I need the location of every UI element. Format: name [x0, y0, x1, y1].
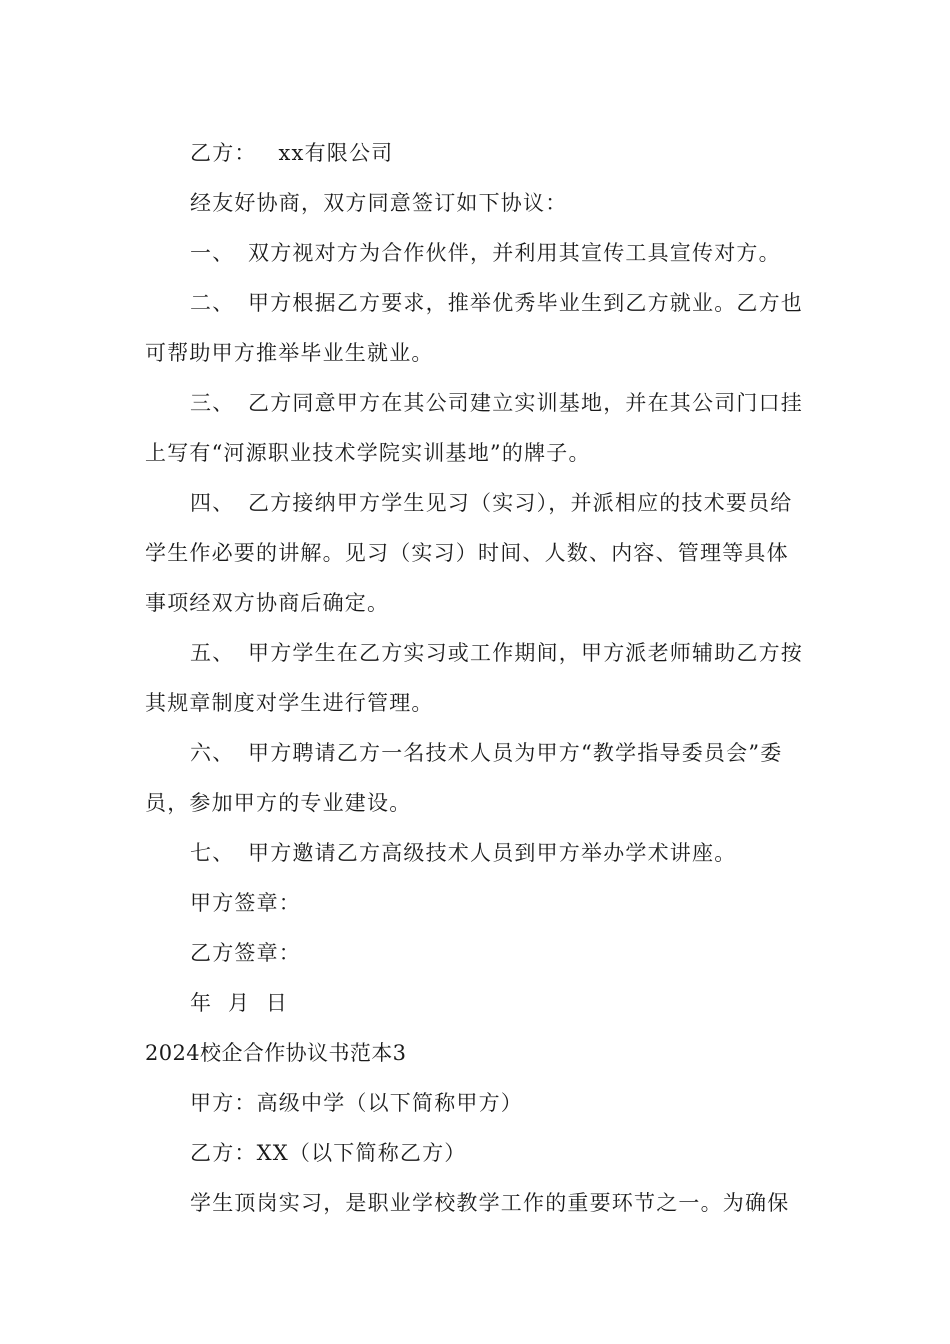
clause-1-line-1: [190, 239, 781, 267]
clause-7-line-1: [190, 839, 736, 867]
party-a-intro: 甲方：高级中学（以下简称甲方）: [190, 1091, 523, 1115]
clause-number: 六、: [190, 741, 235, 765]
signature-party-b: 乙方签章：: [190, 941, 301, 965]
clause-3-line-2: 上写有“河源职业技术学院实训基地”的牌子。: [145, 441, 591, 465]
clause-4-line-1: [190, 489, 793, 517]
clause-number: 五、: [190, 641, 235, 665]
clause-2-line-2: 可帮助甲方推举毕业生就业。: [145, 341, 434, 365]
party-b-company: xx有限公司: [278, 141, 394, 165]
clause-6-line-2: 员，参加甲方的专业建设。: [145, 791, 412, 815]
clause-text: 甲方根据乙方要求，推举优秀毕业生到乙方就业。乙方也: [248, 291, 803, 315]
signature-party-a: 甲方签章：: [190, 891, 301, 915]
clause-2-line-1: [190, 289, 803, 317]
party-b-label: 乙方：: [190, 141, 257, 165]
clause-text: 甲方聘请乙方一名技术人员为甲方“教学指导委员会”委: [248, 741, 783, 765]
party-b-intro: 乙方：XX（以下简称乙方）: [190, 1141, 467, 1165]
clause-number: 七、: [190, 841, 235, 865]
party-b-header: [190, 139, 393, 167]
clause-3-line-1: [190, 389, 803, 417]
clause-4-line-2: 学生作必要的讲解。见习（实习）时间、人数、内容、管理等具体: [145, 541, 789, 565]
clause-5-line-2: 其规章制度对学生进行管理。: [145, 691, 434, 715]
clause-text: 双方视对方为合作伙伴，并利用其宣传工具宣传对方。: [248, 241, 781, 265]
clause-text: 乙方接纳甲方学生见习（实习），并派相应的技术要员给: [248, 491, 793, 515]
clause-4-line-3: 事项经双方协商后确定。: [145, 591, 390, 615]
section-title: 2024校企合作协议书范本3: [145, 1041, 407, 1065]
clause-text: 乙方同意甲方在其公司建立实训基地，并在其公司门口挂: [248, 391, 803, 415]
clause-text: 甲方邀请乙方高级技术人员到甲方举办学术讲座。: [248, 841, 737, 865]
clause-5-line-1: [190, 639, 803, 667]
date-line: 年 月 日: [190, 991, 289, 1015]
clause-number: 三、: [190, 391, 235, 415]
clause-number: 一、: [190, 241, 235, 265]
clause-number: 四、: [190, 491, 235, 515]
clause-6-line-1: [190, 739, 782, 767]
intro-paragraph: 经友好协商，双方同意签订如下协议：: [190, 191, 568, 215]
clause-number: 二、: [190, 291, 235, 315]
closing-paragraph: 学生顶岗实习，是职业学校教学工作的重要环节之一。为确保: [190, 1191, 790, 1215]
clause-text: 甲方学生在乙方实习或工作期间，甲方派老师辅助乙方按: [248, 641, 803, 665]
